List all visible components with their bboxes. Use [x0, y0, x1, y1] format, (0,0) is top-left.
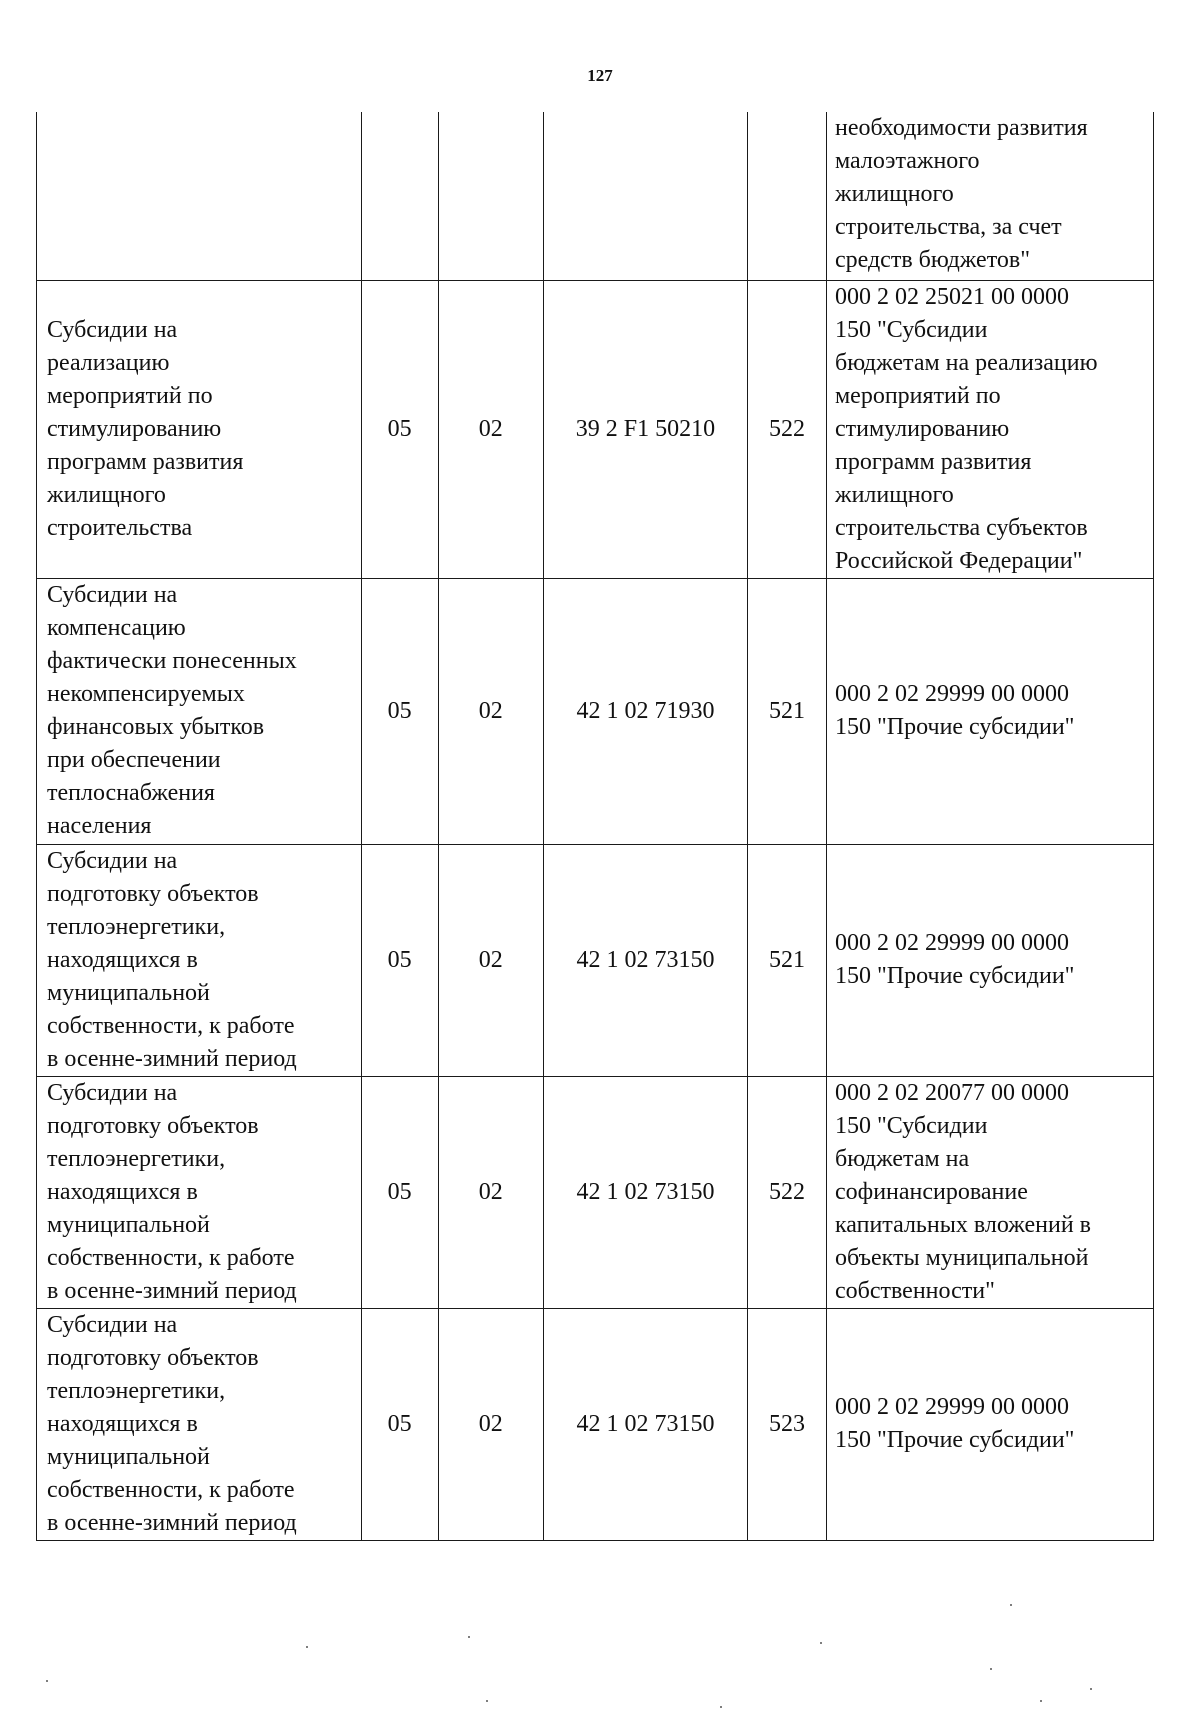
subsection-cell [438, 280, 543, 578]
income-code: 000 2 02 25021 00 0000 150 "Субсидии бюджетам на реализацию мероприятий по стимулированию программ развития жилищного строительства субъектов Российской Федерации" [834, 283, 1098, 574]
table-row [37, 844, 1154, 1076]
scan-speck [1090, 1688, 1092, 1690]
expense-type-cell [747, 844, 826, 1076]
subsection-cell [438, 1076, 543, 1308]
expense-type-code: 522 [768, 415, 805, 442]
subsidy-name: Субсидии на подготовку объектов теплоэнергетики, находящихся в муниципальной собственности, к работе в осенне-зимний период [47, 847, 297, 1072]
income-code-cell [826, 280, 1153, 578]
target-article-cell [543, 578, 747, 844]
target-article-cell [543, 1308, 747, 1540]
subsidy-name-cell [37, 1308, 362, 1540]
expense-type-cell [747, 280, 826, 578]
section-code: 05 [387, 1410, 412, 1437]
budget-table [36, 112, 1154, 1541]
subsidy-name: Субсидии на подготовку объектов теплоэнергетики, находящихся в муниципальной собственности, к работе в осенне-зимний период [47, 1079, 297, 1304]
table-row [37, 1076, 1154, 1308]
target-article-code: 42 1 02 73150 [576, 946, 715, 973]
scan-speck [46, 1680, 48, 1682]
scan-speck [1010, 1604, 1012, 1606]
subsidy-name-cell [37, 112, 362, 280]
target-article-cell [543, 1076, 747, 1308]
subsidy-name: Субсидии на реализацию мероприятий по стимулированию программ развития жилищного строительства [47, 316, 244, 541]
income-code: необходимости развития малоэтажного жилищного строительства, за счет средств бюджетов" [834, 115, 1088, 273]
table-row [37, 280, 1154, 578]
expense-type-cell [747, 112, 826, 280]
target-article-cell [543, 280, 747, 578]
section-cell [361, 112, 438, 280]
income-code-cell [826, 1076, 1153, 1308]
page-number: 127 [587, 66, 613, 85]
scan-speck [486, 1700, 488, 1702]
target-article-code: 42 1 02 71930 [576, 697, 715, 724]
section-code: 05 [387, 415, 412, 442]
income-code: 000 2 02 20077 00 0000 150 "Субсидии бюджетам на софинансирование капитальных вложений в объекты муниципальной собственности" [834, 1079, 1092, 1304]
target-article-cell [543, 844, 747, 1076]
section-code: 05 [387, 697, 412, 724]
subsection-cell [438, 1308, 543, 1540]
section-cell [361, 578, 438, 844]
subsection-cell [438, 844, 543, 1076]
scan-speck [720, 1706, 722, 1708]
section-cell [361, 1308, 438, 1540]
expense-type-code: 523 [768, 1410, 805, 1437]
expense-type-code: 521 [768, 697, 805, 724]
section-cell [361, 844, 438, 1076]
subsection-code: 02 [478, 1178, 503, 1205]
expense-type-code: 522 [768, 1178, 805, 1205]
target-article-code: 42 1 02 73150 [576, 1410, 715, 1437]
subsidy-name-cell [37, 844, 362, 1076]
expense-type-cell [747, 1076, 826, 1308]
scan-speck [1040, 1700, 1042, 1702]
section-cell [361, 280, 438, 578]
income-code-cell [826, 1308, 1153, 1540]
scan-speck [468, 1636, 470, 1638]
subsection-code: 02 [478, 697, 503, 724]
expense-type-code: 521 [768, 946, 805, 973]
income-code: 000 2 02 29999 00 0000 150 "Прочие субсидии" [834, 930, 1075, 989]
section-code: 05 [387, 1178, 412, 1205]
income-code: 000 2 02 29999 00 0000 150 "Прочие субсидии" [834, 1394, 1075, 1453]
target-article-code: 42 1 02 73150 [576, 1178, 715, 1205]
table-row [37, 578, 1154, 844]
subsection-cell [438, 578, 543, 844]
subsection-code: 02 [478, 1410, 503, 1437]
income-code-cell [826, 844, 1153, 1076]
scan-speck [306, 1646, 308, 1648]
section-cell [361, 1076, 438, 1308]
target-article-cell [543, 112, 747, 280]
section-code: 05 [387, 946, 412, 973]
subsection-cell [438, 112, 543, 280]
subsidy-name-cell [37, 280, 362, 578]
table-row [37, 1308, 1154, 1540]
subsection-code: 02 [478, 415, 503, 442]
income-code: 000 2 02 29999 00 0000 150 "Прочие субсидии" [834, 681, 1075, 740]
subsidy-name-cell [37, 1076, 362, 1308]
subsection-code: 02 [478, 946, 503, 973]
subsidy-name-cell [37, 578, 362, 844]
scan-speck [820, 1642, 822, 1644]
target-article-code: 39 2 F1 50210 [575, 415, 716, 442]
income-code-cell [826, 112, 1153, 280]
income-code-cell [826, 578, 1153, 844]
expense-type-cell [747, 578, 826, 844]
subsidy-name: Субсидии на компенсацию фактически понесенных некомпенсируемых финансовых убытков при обеспечении теплоснабжения населения [47, 582, 297, 839]
scan-speck [990, 1668, 992, 1670]
expense-type-cell [747, 1308, 826, 1540]
subsidy-name: Субсидии на подготовку объектов теплоэнергетики, находящихся в муниципальной собственности, к работе в осенне-зимний период [47, 1311, 297, 1536]
table-row [37, 112, 1154, 280]
